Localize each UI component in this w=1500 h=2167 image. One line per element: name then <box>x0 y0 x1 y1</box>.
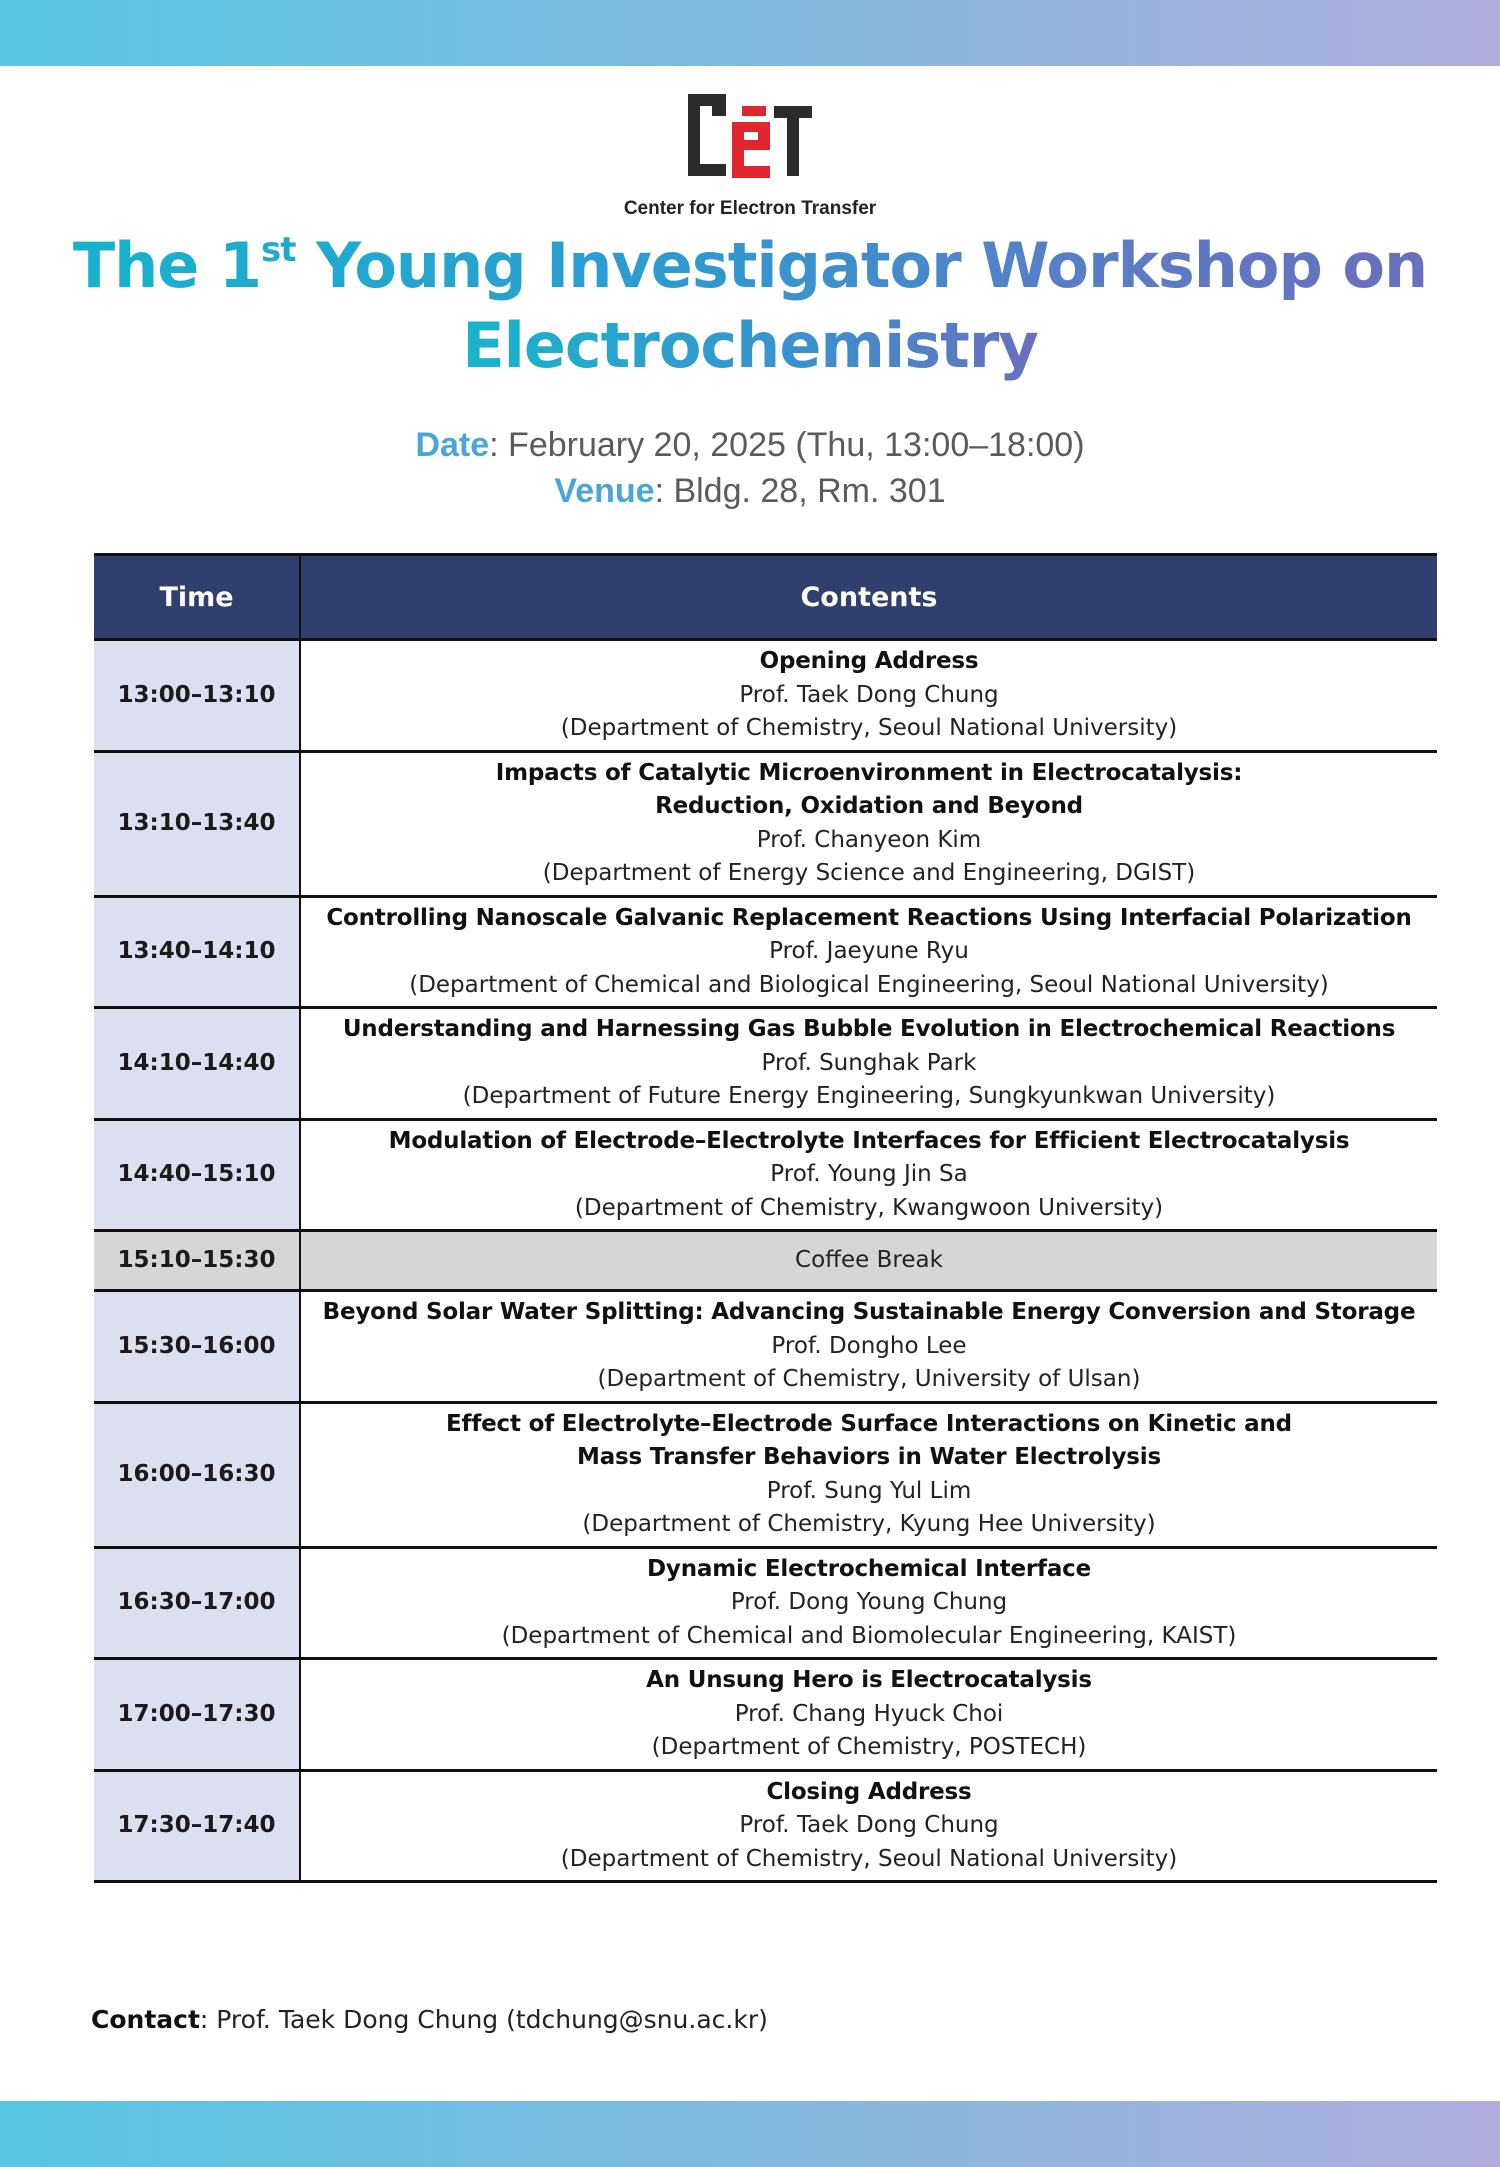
speaker-name: Prof. Taek Dong Chung <box>739 1812 999 1838</box>
speaker-name: Prof. Dong Young Chung <box>730 1589 1008 1615</box>
schedule-row <box>94 1119 1437 1231</box>
talk-title: Controlling Nanoscale Galvanic Replacement Reactions Using Interfacial Polarization <box>326 904 1412 931</box>
bottom-gradient-band <box>0 2101 1500 2167</box>
row-time: 14:40–15:10 <box>94 1119 300 1231</box>
row-content <box>300 1231 1437 1291</box>
speaker-name: Prof. Taek Dong Chung <box>739 681 999 708</box>
row-time: 15:10–15:30 <box>94 1231 300 1291</box>
venue-value: : Bldg. 28, Rm. 301 <box>654 472 946 510</box>
schedule-table <box>94 553 1437 1883</box>
talk-title: Understanding and Harnessing Gas Bubble Evolution in Electrochemical Reactions <box>342 1016 1396 1042</box>
talk-title: Beyond Solar Water Splitting: Advancing Sustainable Energy Conversion and Storage <box>322 1299 1416 1325</box>
contact-value: : Prof. Taek Dong Chung (tdchung@snu.ac.kr) <box>199 2005 768 2034</box>
row-time: 14:10–14:40 <box>94 1008 300 1120</box>
schedule-row <box>94 1659 1437 1771</box>
page-title <box>0 226 1500 386</box>
speaker-affiliation: (Department of Chemistry, Seoul National University) <box>560 715 1178 741</box>
title-prefix: The 1 <box>72 229 262 302</box>
row-time: 13:40–14:10 <box>94 896 300 1008</box>
top-gradient-band <box>0 0 1500 66</box>
speaker-name: Prof. Sung Yul Lim <box>766 1477 972 1504</box>
speaker-affiliation: (Department of Chemical and Biomolecular Engineering, KAIST) <box>501 1622 1237 1649</box>
schedule-row <box>94 1770 1437 1882</box>
schedule-header-row <box>94 555 1437 640</box>
title-superscript: st <box>261 230 296 270</box>
talk-title: Opening Address <box>759 648 979 674</box>
speaker-affiliation: (Department of Chemistry, University of Ulsan) <box>597 1366 1141 1392</box>
schedule-row <box>94 751 1437 896</box>
speaker-affiliation: (Department of Chemistry, POSTECH) <box>651 1734 1087 1760</box>
speaker-name: Prof. Jaeyune Ryu <box>769 938 969 964</box>
row-time: 17:00–17:30 <box>94 1659 300 1771</box>
row-content <box>300 1008 1437 1120</box>
row-time: 16:00–16:30 <box>94 1402 300 1547</box>
speaker-affiliation: (Department of Chemistry, Seoul National University) <box>560 1845 1178 1872</box>
contact-label: Contact <box>91 2005 200 2034</box>
speaker-affiliation: (Department of Chemistry, Kwangwoon University) <box>574 1194 1164 1221</box>
contact-info <box>91 2005 768 2034</box>
talk-title: Mass Transfer Behaviors in Water Electrolysis <box>577 1444 1161 1470</box>
speaker-name: Prof. Chang Hyuck Choi <box>734 1700 1004 1727</box>
schedule-body <box>94 640 1437 1882</box>
talk-title: Dynamic Electrochemical Interface <box>647 1555 1091 1582</box>
schedule-break-row <box>94 1231 1437 1291</box>
date-label: Date <box>415 426 490 464</box>
speaker-name: Prof. Chanyeon Kim <box>756 826 982 853</box>
row-time: 13:10–13:40 <box>94 751 300 896</box>
row-content <box>300 896 1437 1008</box>
schedule-row <box>94 640 1437 752</box>
speaker-name: Prof. Young Jin Sa <box>770 1161 968 1187</box>
venue-label: Venue <box>554 472 655 510</box>
cet-logo-mark <box>686 92 814 182</box>
talk-title: Impacts of Catalytic Microenvironment in Electrocatalysis: <box>495 759 1243 786</box>
speaker-name: Prof. Sunghak Park <box>761 1049 977 1076</box>
schedule-row <box>94 1291 1437 1403</box>
row-content <box>300 1119 1437 1231</box>
talk-title: Closing Address <box>766 1778 972 1805</box>
talk-title: Modulation of Electrode–Electrolyte Interfaces for Efficient Electrocatalysis <box>388 1127 1350 1154</box>
speaker-affiliation: (Department of Energy Science and Engineering, DGIST) <box>542 860 1196 886</box>
row-content <box>300 1291 1437 1403</box>
row-time: 15:30–16:00 <box>94 1291 300 1403</box>
cet-logo <box>0 92 1500 222</box>
row-content <box>300 1659 1437 1771</box>
schedule-row <box>94 1008 1437 1120</box>
date-value: : February 20, 2025 (Thu, 13:00–18:00) <box>489 426 1085 464</box>
speaker-affiliation: (Department of Chemistry, Kyung Hee University) <box>582 1511 1156 1537</box>
schedule-row <box>94 1547 1437 1659</box>
title-line1-rest: Young Investigator Workshop on <box>295 229 1428 302</box>
speaker-affiliation: (Department of Future Energy Engineering, Sungkyunkwan University) <box>462 1083 1276 1109</box>
header-time: Time <box>94 555 300 640</box>
row-content <box>300 751 1437 896</box>
row-content <box>300 640 1437 752</box>
title-line2: Electrochemistry <box>462 309 1038 382</box>
logo-subtitle: Center for Electron Transfer <box>623 198 877 219</box>
break-label: Coffee Break <box>795 1246 943 1273</box>
row-time: 16:30–17:00 <box>94 1547 300 1659</box>
talk-title: An Unsung Hero is Electrocatalysis <box>646 1667 1092 1693</box>
schedule-row <box>94 896 1437 1008</box>
header-contents: Contents <box>300 555 1437 640</box>
row-content <box>300 1547 1437 1659</box>
event-date <box>0 426 1500 465</box>
speaker-affiliation: (Department of Chemical and Biological Engineering, Seoul National University) <box>409 971 1329 998</box>
event-venue <box>0 472 1500 511</box>
row-time: 13:00–13:10 <box>94 640 300 752</box>
row-time: 17:30–17:40 <box>94 1770 300 1882</box>
speaker-name: Prof. Dongho Lee <box>771 1332 967 1359</box>
row-content <box>300 1770 1437 1882</box>
schedule-row <box>94 1402 1437 1547</box>
row-content <box>300 1402 1437 1547</box>
talk-title: Reduction, Oxidation and Beyond <box>655 793 1083 819</box>
talk-title: Effect of Electrolyte–Electrode Surface Interactions on Kinetic and <box>446 1410 1292 1437</box>
